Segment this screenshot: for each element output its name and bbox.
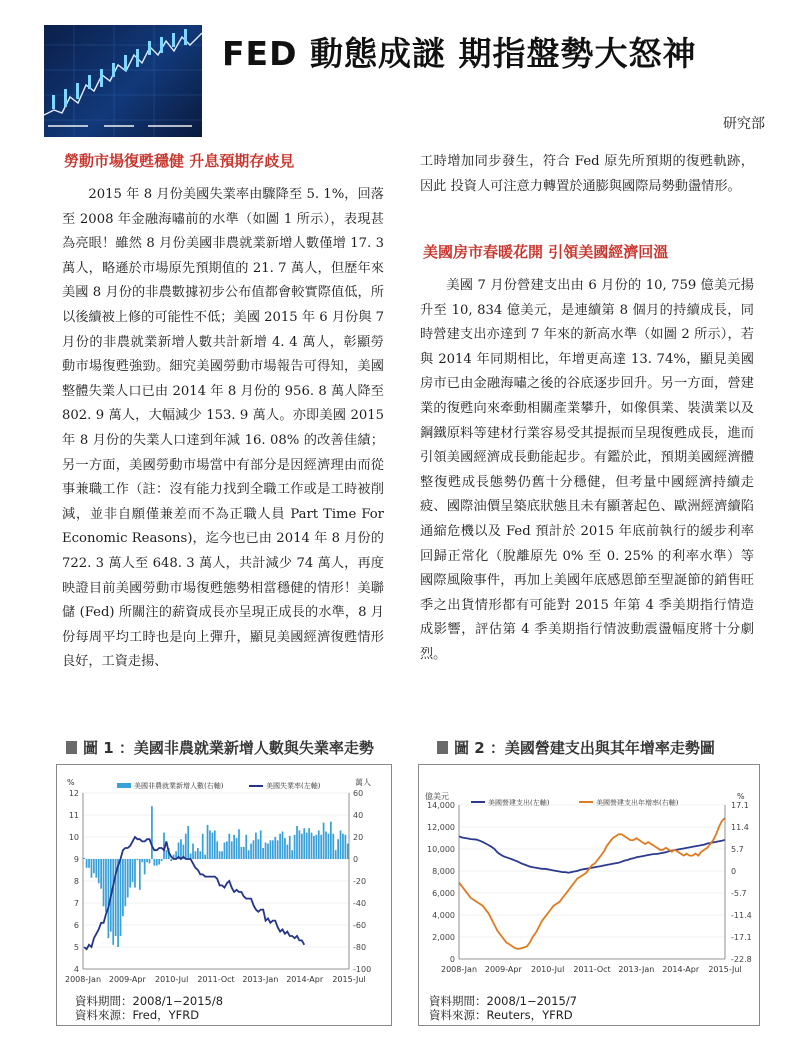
chart1-bar: [88, 859, 90, 868]
chart1-bar: [279, 834, 281, 859]
chart1-bar: [274, 837, 276, 859]
chart1-bar: [219, 851, 221, 859]
chart1-right-tick: 60: [353, 789, 364, 798]
chart1-bar: [216, 841, 218, 859]
chart2-legend-growth-label: 美國營建支出年增率(右軸): [596, 799, 679, 807]
chart2-x-tick: 2014-Apr: [662, 965, 700, 974]
chart1-bar: [267, 844, 269, 859]
chart1-bar: [98, 859, 100, 883]
chart1-bar: [156, 859, 158, 866]
chart1-bar: [187, 826, 189, 859]
chart1-bar: [342, 834, 344, 859]
figure-2-source: [429, 1008, 573, 1023]
chart1-right-unit: 萬人: [355, 778, 371, 787]
chart2-left-tick: 6,000: [432, 889, 455, 898]
chart1-bar: [202, 834, 204, 859]
chart1-bar: [241, 847, 243, 859]
chart2-left-tick: 10,000: [427, 845, 455, 854]
chart1-bar: [277, 840, 279, 859]
page-title: FED 動態成謎 期指盤勢大怒神: [222, 34, 697, 73]
chart2-x-tick: 2015-Jul: [708, 965, 742, 974]
chart2-right-tick: 0: [731, 867, 737, 876]
chart1-right-tick: -40: [353, 899, 367, 908]
chart1-bar: [207, 825, 209, 859]
chart1-bar: [161, 859, 163, 861]
chart1-bar: [291, 850, 293, 859]
chart1-x-tick: 2013-Jan: [242, 975, 279, 984]
chart1-bar: [284, 838, 286, 859]
chart1-bar: [209, 830, 211, 859]
chart1-bar: [226, 841, 228, 859]
chart1-bar: [199, 851, 201, 859]
chart1-right-tick: -100: [353, 965, 372, 974]
chart1-bar: [195, 851, 197, 859]
chart1-bar: [120, 859, 122, 936]
figure-2-source-value: ：Reuters，YFRD: [475, 1008, 573, 1022]
figure-1-period-value: ：2008/1−2015/8: [121, 994, 224, 1008]
chart1-bar: [185, 834, 187, 859]
chart2-right-tick: 11.4: [731, 823, 749, 832]
figure-1-box: [56, 764, 392, 1026]
chart1-bar: [303, 828, 305, 859]
chart1-bar: [151, 806, 153, 859]
chart1-bar: [224, 843, 226, 860]
chart1-bar: [347, 844, 349, 859]
hero-stock-chart-image: [44, 25, 202, 137]
figure-1-period: [75, 994, 223, 1009]
chart1-bar: [197, 848, 199, 859]
chart1-left-unit: %: [67, 778, 75, 787]
chart1-x-tick: 2010-Jul: [154, 975, 189, 984]
chart1-bar: [117, 859, 119, 947]
chart1-bar: [330, 822, 332, 859]
figure-1-title-text: 圖 1 ：美國非農就業新增人數與失業率走勢: [83, 739, 374, 757]
chart2-left-unit: 億美元: [425, 792, 449, 801]
figure-2-period-value: ：2008/1−2015/7: [475, 994, 578, 1008]
chart1-bar: [122, 859, 124, 916]
chart1-bar: [238, 829, 240, 859]
figure-2-title-text: 圖 2 ：美國營建支出與其年增率走勢圖: [454, 739, 715, 757]
chart1-bar: [170, 859, 172, 861]
chart1-bar: [153, 859, 155, 866]
chart2-right-tick: -22.8: [731, 955, 752, 964]
chart1-x-tick: 2014-Apr: [286, 975, 324, 984]
chart1-bar: [301, 834, 303, 859]
section-1-paragraph-1: 2015 年 8 月份美國失業率由驟降至 5. 1%，回落至 2008 年金融海嘯前的水準（如圖 1 所示），表現甚為亮眼！雖然 8 月份美國非農就業新增人數僅增 17. 3 萬人，略遜於市場原先預期值的 21. 7 萬人，但歷年來美國 8 月份的非農數據初步公布值都會較實際值低，所以後續被上修的可能性不低；美國 2015 年 6 月份與 7 月份的非農就業新增人數共計新增 4. 4 萬人，彰顯勞動市場復甦強勁。細究美國勞動市場報告可得知，美國整體失業人口已由 2014 年 8 月份的 956. 8 萬人降至 802. 9 萬人，大幅減少 153. 9 萬人。亦即美國 2015 年 8 月份的失業人口達到年減 16. 08% 的改善佳績；另一方面，美國勞動市場當中有部分是因經濟理由而從事兼職工作（註：沒有能力找到全職工作或是工時被削減，並非自願僅兼差而不為正職人員 Part Time For Economic Reasons)，迄今也已由 2014 年 8 月份的 722. 3 萬人至 648. 3 萬人，共計減少 74 萬人，再度映證目前美國勞動市場復甦態勢相當穩健的情形！美聯儲 (Fed) 所關注的薪資成長亦呈現正成長的水準，8 月份每周平均工時也是向上彈升，顯見美國經濟復甦情形良好，工資走揚、: [62, 187, 384, 670]
chart1-bar: [296, 826, 298, 859]
chart1-bar: [308, 828, 310, 859]
chart1-bar: [204, 855, 206, 859]
chart1-bar: [100, 859, 102, 889]
figure-marker-icon: [437, 741, 448, 754]
chart1-bar: [134, 859, 136, 888]
chart1-bar: [299, 830, 301, 859]
chart1-bar: [146, 859, 148, 862]
section-2-heading: 美國房市春暖花開 引領美國經濟回溫: [423, 243, 669, 261]
chart1-bar: [95, 859, 97, 878]
chart1-bar: [345, 835, 347, 859]
chart1-right-tick: -60: [353, 921, 367, 930]
chart1-left-tick: 8: [73, 877, 79, 886]
chart2-x-tick: 2011-Oct: [573, 965, 611, 974]
chart1-bar: [306, 833, 308, 859]
chart1-x-tick: 2009-Apr: [108, 975, 146, 984]
chart1-bar: [124, 859, 126, 906]
chart1-legend-line-label: 美國失業率(左軸): [266, 782, 321, 790]
chart1-bar: [83, 858, 85, 859]
chart1-bar: [260, 830, 262, 859]
chart1-bar: [320, 835, 322, 859]
department-label: 研究部: [723, 116, 765, 132]
chart1-bar: [141, 859, 143, 862]
chart1-legend-bar-label: 美國非農就業新增人數(右軸): [134, 782, 224, 790]
chart2-left-tick: 12,000: [427, 823, 455, 832]
figure-1-source-value: ：Fred，YFRD: [121, 1008, 200, 1022]
chart1-bar: [132, 859, 134, 882]
chart1-bar: [144, 859, 146, 874]
chart1-bar: [265, 843, 267, 860]
chart1-bar: [108, 859, 110, 938]
figure-2-source-label: 資料來源: [429, 1008, 475, 1022]
chart1-left-tick: 11: [68, 811, 79, 820]
figure-2-chart: [419, 765, 759, 990]
chart1-bar: [318, 830, 320, 859]
chart1-x-tick: 2015-Jul: [332, 975, 366, 984]
figure-2-period: [429, 994, 577, 1009]
chart1-bar: [166, 850, 168, 859]
chart1-bar: [250, 844, 252, 859]
chart1-bar: [129, 859, 131, 888]
figure-1-chart: [57, 765, 391, 990]
chart1-bar: [257, 839, 259, 859]
chart1-right-tick: 20: [353, 833, 364, 842]
chart1-right-tick: -80: [353, 943, 367, 952]
figure-2-title: [437, 737, 715, 758]
chart1-bar: [137, 859, 139, 860]
chart1-bar: [294, 835, 296, 859]
chart1-bar: [214, 830, 216, 859]
figure-2-box: [418, 764, 760, 1026]
chart1-bar: [158, 859, 160, 865]
chart2-left-tick: 14,000: [427, 801, 455, 810]
chart1-bar: [255, 833, 257, 859]
chart1-left-tick: 9: [73, 855, 79, 864]
chart1-bar: [103, 859, 105, 906]
chart2-x-tick: 2010-Jul: [530, 965, 565, 974]
chart1-left-tick: 6: [73, 921, 79, 930]
chart1-bar: [340, 830, 342, 859]
chart1-right-tick: 40: [353, 811, 364, 820]
chart1-bar: [192, 844, 194, 859]
chart2-right-tick: -5.7: [731, 889, 747, 898]
section-1-body-right: [420, 150, 754, 199]
chart2-left-tick: 8,000: [432, 867, 455, 876]
chart1-bar: [139, 859, 141, 890]
chart2-left-tick: 4,000: [432, 911, 455, 920]
chart2-left-tick: 2,000: [432, 933, 455, 942]
chart1-bar: [248, 850, 250, 859]
chart1-bar: [270, 840, 272, 859]
chart1-bar: [91, 859, 93, 878]
figure-1-source: [75, 1008, 199, 1023]
chart2-left-tick: 0: [449, 955, 455, 964]
chart1-bar: [149, 859, 151, 863]
chart1-bar: [282, 832, 284, 860]
chart1-bar: [127, 859, 129, 898]
chart1-bar: [243, 847, 245, 859]
chart1-bar: [272, 840, 274, 859]
section-2-body: [420, 274, 754, 668]
chart1-bar: [105, 859, 107, 912]
chart1-bar: [323, 823, 325, 859]
chart1-bar: [262, 848, 264, 859]
chart2-growth-line: [459, 818, 725, 949]
chart1-bar: [286, 845, 288, 859]
chart1-left-tick: 12: [68, 789, 79, 798]
section-1-body-left: [62, 183, 384, 675]
chart1-right-tick: -20: [353, 877, 367, 886]
chart1-bar: [93, 859, 95, 873]
chart1-bar: [221, 851, 223, 859]
figure-1-title: [66, 737, 374, 758]
section-1-paragraph-2: 工時增加同步發生，符合 Fed 原先所預期的復甦軌跡，因此 投資人可注意力轉置於通膨與國際局勢動盪情形。: [420, 154, 754, 194]
chart1-x-tick: 2011-Oct: [197, 975, 235, 984]
chart1-x-tick: 2008-Jan: [64, 975, 102, 984]
chart1-right-tick: 0: [353, 855, 359, 864]
chart2-legend-spend-label: 美國營建支出(左軸): [488, 799, 550, 807]
chart2-right-tick: -11.4: [731, 911, 752, 920]
section-1-heading: 勞動市場復甦穩健 升息預期存歧見: [64, 152, 295, 170]
chart1-bar: [231, 841, 233, 859]
chart1-bar: [180, 839, 182, 859]
chart2-right-tick: 17.1: [731, 801, 749, 810]
figure-marker-icon: [66, 741, 77, 754]
chart2-right-tick: 5.7: [731, 845, 744, 854]
chart1-left-tick: 10: [68, 833, 79, 842]
chart2-right-unit: %: [737, 792, 745, 801]
chart1-left-tick: 7: [73, 899, 79, 908]
chart1-left-tick: 5: [73, 943, 79, 952]
chart1-bar: [245, 835, 247, 859]
chart2-x-tick: 2008-Jan: [440, 965, 478, 974]
figure-2-period-label: 資料期間: [429, 994, 475, 1008]
chart2-x-tick: 2009-Apr: [484, 965, 522, 974]
chart2-x-tick: 2013-Jan: [618, 965, 655, 974]
chart1-bar: [313, 836, 315, 859]
section-2-paragraph-1: 美國 7 月份營建支出由 6 月份的 10, 759 億美元揚升至 10, 834 億美元，是連續第 8 個月的持續成長，同時營建支出亦達到 7 年來的新高水準（如圖 2 所示），若與 2014 年同期相比，年增更高達 13. 74%，顯見美國房市已由金融海嘯之後的谷底逐步回升。另一方面，營建業的復甦向來牽動相關產業攀升，如像俱業、裝潢業以及鋼鐵原料等建材行業容易受其提振而呈現復甦成長，進而引領美國經濟成長動能起步。有鑑於此，預期美國經濟體整復甦成長態勢仍舊十分穩健，但考量中國經濟持續走疲、國際油價呈築底狀態且未有顯著起色、歐洲經濟續陷通縮危機以及 Fed 預計於 2015 年底前執行的緩步利率回歸正常化（脫離原先 0% 至 0. 25% 的利率水準）等國際風險事件，再加上美國年底感恩節至聖誕節的銷售旺季之出貨情形都有可能對 2015 年第 4 季美期指行情造成影響，評估第 4 季美期指行情波動震盪幅度將十分劇烈。: [420, 278, 754, 662]
figure-1-source-label: 資料來源: [75, 1008, 121, 1022]
chart1-bar: [311, 833, 313, 859]
chart1-bar: [233, 835, 235, 859]
chart1-bar: [332, 834, 334, 859]
chart1-bar: [86, 859, 88, 868]
chart1-bar: [335, 850, 337, 859]
chart1-bar: [337, 839, 339, 859]
chart1-legend-bar-swatch: [117, 783, 131, 788]
chart1-bar: [112, 859, 114, 945]
chart1-bar: [236, 838, 238, 859]
chart1-bar: [328, 834, 330, 859]
chart1-bar: [315, 835, 317, 859]
figure-1-period-label: 資料期間: [75, 994, 121, 1008]
chart1-left-tick: 4: [73, 965, 79, 974]
chart2-right-tick: -17.1: [731, 933, 752, 942]
chart1-bar: [212, 833, 214, 859]
chart1-bar: [325, 832, 327, 860]
chart1-bar: [289, 836, 291, 859]
chart1-bar: [228, 834, 230, 859]
chart1-bar: [253, 840, 255, 859]
